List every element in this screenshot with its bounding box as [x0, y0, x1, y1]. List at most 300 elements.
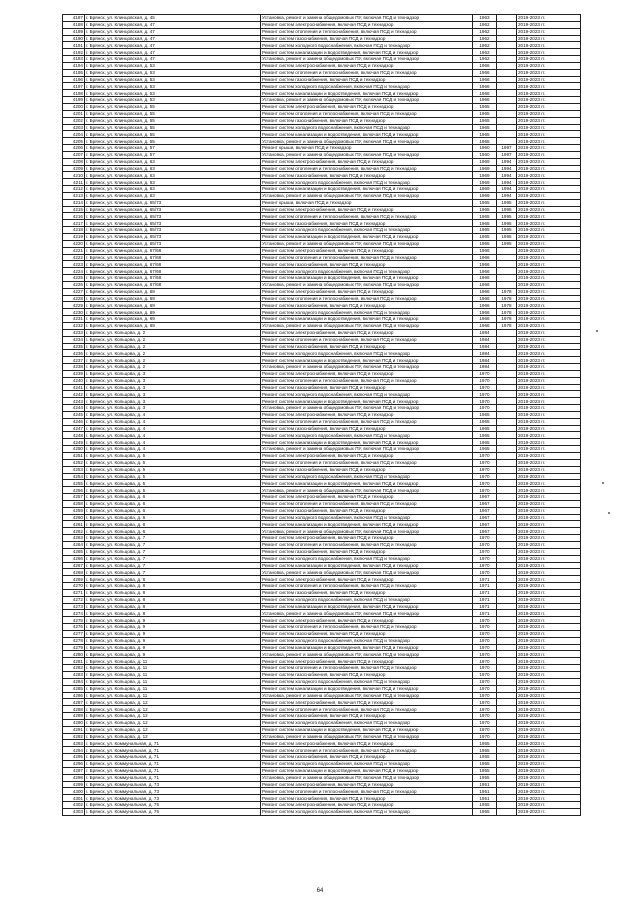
reconstruction-year-cell: 1995 [497, 227, 517, 234]
table-row [63, 405, 581, 412]
table-row [63, 562, 581, 569]
reconstruction-year-cell [497, 103, 517, 110]
address-cell: г. Брянск, ул. Клинцовская, д. 63 [85, 179, 261, 186]
address-cell: г. Брянск, ул. Кольцова, д. 4 [85, 425, 261, 432]
row-number: 4192 [63, 49, 85, 56]
row-number: 4195 [63, 69, 85, 76]
work-type-cell: Ремонт систем канализации и водоотведения, включая ПСД и технадзор [261, 357, 473, 364]
table-row [63, 713, 581, 720]
reconstruction-year-cell [497, 69, 517, 76]
address-cell: г. Брянск, ул. Клинцовская, д. 69 [85, 295, 261, 302]
reconstruction-year-cell [497, 62, 517, 69]
work-type-cell: Ремонт систем холодного водоснабжения, включая ПСД и технадзор [261, 432, 473, 439]
work-type-cell: Ремонт крыши, включая ПСД и технадзор [261, 199, 473, 206]
build-year-cell: 1955 [473, 808, 497, 815]
work-type-cell: Установка, ремонт и замена общедомовых ПУ, включая ПСД и технадзор [261, 240, 473, 247]
table-row [63, 227, 581, 234]
period-cell: 2019-2023 гг. [517, 110, 581, 117]
table-row [63, 275, 581, 282]
address-cell: г. Брянск, ул. Кольцова, д. 6 [85, 528, 261, 535]
table-row [63, 329, 581, 336]
row-number: 4288 [63, 706, 85, 713]
period-cell: 2019-2023 гг. [517, 774, 581, 781]
reconstruction-year-cell [497, 514, 517, 521]
table-row [63, 514, 581, 521]
address-cell: г. Брянск, ул. Кольцова, д. 3 [85, 370, 261, 377]
reconstruction-year-cell [497, 726, 517, 733]
reconstruction-year-cell: 1978 [497, 302, 517, 309]
reconstruction-year-cell [497, 42, 517, 49]
table-row [63, 802, 581, 809]
address-cell: г. Брянск, ул. Клинцовская, д. 69 [85, 288, 261, 295]
address-cell: г. Брянск, ул. Кольцова, д. 4 [85, 411, 261, 418]
period-cell: 2019-2023 гг. [517, 391, 581, 398]
address-cell: г. Брянск, ул. Кольцова, д. 9 [85, 644, 261, 651]
reconstruction-year-cell: 1994 [497, 179, 517, 186]
row-number: 4211 [63, 179, 85, 186]
table-row [63, 336, 581, 343]
address-cell: г. Брянск, ул. Кольцова, д. 9 [85, 630, 261, 637]
build-year-cell: 1970 [473, 377, 497, 384]
reconstruction-year-cell: 1978 [497, 288, 517, 295]
reconstruction-year-cell [497, 117, 517, 124]
work-type-cell: Ремонт систем отопления и теплоснабжения, включая ПСД и технадзор [261, 500, 473, 507]
build-year-cell: 1955 [473, 767, 497, 774]
period-cell: 2019-2023 гг. [517, 767, 581, 774]
build-year-cell: 1965 [473, 411, 497, 418]
row-number: 4293 [63, 740, 85, 747]
table-row [63, 117, 581, 124]
table-row [63, 254, 581, 261]
row-number: 4194 [63, 62, 85, 69]
address-cell: г. Брянск, ул. Клинцовская, д. 47 [85, 49, 261, 56]
period-cell: 2019-2023 гг. [517, 610, 581, 617]
reconstruction-year-cell [497, 576, 517, 583]
period-cell: 2019-2023 гг. [517, 377, 581, 384]
period-cell: 2019-2023 гг. [517, 309, 581, 316]
reconstruction-year-cell [497, 405, 517, 412]
row-number: 4219 [63, 234, 85, 241]
row-number: 4217 [63, 220, 85, 227]
row-number: 4280 [63, 651, 85, 658]
address-cell: г. Брянск, ул. Кольцова, д. 8 [85, 603, 261, 610]
build-year-cell: 1965 [473, 138, 497, 145]
period-cell: 2019-2023 гг. [517, 781, 581, 788]
reconstruction-year-cell [497, 480, 517, 487]
table-row [63, 651, 581, 658]
table-row [63, 583, 581, 590]
work-type-cell: Ремонт систем электроснабжения, включая ПСД и технадзор [261, 802, 473, 809]
document-page [62, 14, 580, 816]
build-year-cell: 1965 [473, 234, 497, 241]
address-cell: г. Брянск, ул. Клинцовская, д. 47 [85, 56, 261, 63]
address-cell: г. Брянск, ул. Клинцовская, д. 63 [85, 192, 261, 199]
period-cell: 2019-2023 гг. [517, 350, 581, 357]
work-type-cell: Установка, ремонт и замена общедомовых ПУ, включая ПСД и технадзор [261, 569, 473, 576]
build-year-cell: 1965 [473, 446, 497, 453]
reconstruction-year-cell: 1994 [497, 158, 517, 165]
address-cell: г. Брянск, ул. Кольцова, д. 11 [85, 678, 261, 685]
table-row [63, 103, 581, 110]
address-cell: г. Брянск, ул. Коммунальная, д. 73 [85, 781, 261, 788]
table-row [63, 624, 581, 631]
reconstruction-year-cell [497, 692, 517, 699]
build-year-cell: 1970 [473, 555, 497, 562]
build-year-cell: 1970 [473, 624, 497, 631]
period-cell: 2019-2023 гг. [517, 583, 581, 590]
build-year-cell: 1970 [473, 706, 497, 713]
work-type-cell: Ремонт систем электроснабжения, включая ПСД и технадзор [261, 617, 473, 624]
row-number: 4218 [63, 227, 85, 234]
work-type-cell: Ремонт систем канализации и водоотведения, включая ПСД и технадзор [261, 439, 473, 446]
scan-speck [608, 512, 610, 514]
reconstruction-year-cell [497, 644, 517, 651]
address-cell: г. Брянск, ул. Кольцова, д. 8 [85, 610, 261, 617]
scan-speck [602, 482, 604, 484]
address-cell: г. Брянск, ул. Кольцова, д. 11 [85, 692, 261, 699]
table-row [63, 261, 581, 268]
reconstruction-year-cell [497, 781, 517, 788]
address-cell: г. Брянск, ул. Клинцовская, д. 63 [85, 165, 261, 172]
reconstruction-year-cell [497, 548, 517, 555]
build-year-cell: 1970 [473, 699, 497, 706]
row-number: 4303 [63, 808, 85, 815]
period-cell: 2019-2023 гг. [517, 316, 581, 323]
address-cell: г. Брянск, ул. Кольцова, д. 9 [85, 624, 261, 631]
table-row [63, 28, 581, 35]
reconstruction-year-cell [497, 733, 517, 740]
work-type-cell: Ремонт систем электроснабжения, включая ПСД и технадзор [261, 329, 473, 336]
period-cell: 2019-2023 гг. [517, 630, 581, 637]
address-cell: г. Брянск, ул. Клинцовская, д. 69 [85, 309, 261, 316]
address-cell: г. Брянск, ул. Кольцова, д. 2 [85, 364, 261, 371]
row-number: 4246 [63, 418, 85, 425]
work-type-cell: Ремонт систем холодного водоснабжения, включая ПСД и технадзор [261, 179, 473, 186]
work-type-cell: Ремонт систем газоснабжения, включая ПСД и технадзор [261, 172, 473, 179]
table-row [63, 350, 581, 357]
period-cell: 2019-2023 гг. [517, 651, 581, 658]
address-cell: г. Брянск, ул. Кольцова, д. 4 [85, 432, 261, 439]
row-number: 4247 [63, 425, 85, 432]
period-cell: 2019-2023 гг. [517, 466, 581, 473]
row-number: 4285 [63, 685, 85, 692]
reconstruction-year-cell [497, 535, 517, 542]
row-number: 4240 [63, 377, 85, 384]
address-cell: г. Брянск, ул. Клинцовская, д. 55 [85, 124, 261, 131]
address-cell: г. Брянск, ул. Коммунальная, д. 73 [85, 795, 261, 802]
work-type-cell: Установка, ремонт и замена общедомовых ПУ, включая ПСД и технадзор [261, 281, 473, 288]
table-row [63, 370, 581, 377]
reconstruction-year-cell [497, 473, 517, 480]
address-cell: г. Брянск, ул. Кольцова, д. 7 [85, 548, 261, 555]
row-number: 4287 [63, 699, 85, 706]
address-cell: г. Брянск, ул. Кольцова, д. 4 [85, 418, 261, 425]
table-row [63, 678, 581, 685]
table-row [63, 110, 581, 117]
table-row [63, 726, 581, 733]
row-number: 4233 [63, 329, 85, 336]
table-row [63, 76, 581, 83]
reconstruction-year-cell [497, 713, 517, 720]
work-type-cell: Ремонт систем холодного водоснабжения, включая ПСД и технадзор [261, 83, 473, 90]
work-type-cell: Ремонт систем газоснабжения, включая ПСД и технадзор [261, 589, 473, 596]
row-number: 4271 [63, 589, 85, 596]
table-row [63, 199, 581, 206]
period-cell: 2019-2023 гг. [517, 240, 581, 247]
reconstruction-year-cell [497, 624, 517, 631]
address-cell: г. Брянск, ул. Кольцова, д. 7 [85, 535, 261, 542]
table-row [63, 692, 581, 699]
table-row [63, 206, 581, 213]
address-cell: г. Брянск, ул. Коммунальная, д. 71 [85, 740, 261, 747]
period-cell: 2019-2023 гг. [517, 405, 581, 412]
table-row [63, 500, 581, 507]
period-cell: 2019-2023 гг. [517, 425, 581, 432]
address-cell: г. Брянск, ул. Кольцова, д. 7 [85, 569, 261, 576]
table-row [63, 49, 581, 56]
reconstruction-year-cell [497, 453, 517, 460]
address-cell: г. Брянск, ул. Кольцова, д. 3 [85, 398, 261, 405]
reconstruction-year-cell [497, 706, 517, 713]
reconstruction-year-cell [497, 562, 517, 569]
table-row [63, 658, 581, 665]
row-number: 4238 [63, 364, 85, 371]
table-row [63, 617, 581, 624]
row-number: 4279 [63, 644, 85, 651]
work-type-cell: Ремонт систем газоснабжения, включая ПСД и технадзор [261, 507, 473, 514]
work-type-cell: Ремонт систем холодного водоснабжения, включая ПСД и технадзор [261, 808, 473, 815]
build-year-cell: 1970 [473, 453, 497, 460]
address-cell: г. Брянск, ул. Кольцова, д. 3 [85, 405, 261, 412]
table-row [63, 439, 581, 446]
build-year-cell: 1966 [473, 275, 497, 282]
reconstruction-year-cell [497, 357, 517, 364]
reconstruction-year-cell [497, 97, 517, 104]
work-type-cell: Ремонт систем канализации и водоотведения, включая ПСД и технадзор [261, 131, 473, 138]
reconstruction-year-cell [497, 268, 517, 275]
period-cell: 2019-2023 гг. [517, 172, 581, 179]
table-row [63, 480, 581, 487]
build-year-cell: 1969 [473, 186, 497, 193]
period-cell: 2019-2023 гг. [517, 103, 581, 110]
table-row [63, 548, 581, 555]
work-type-cell: Ремонт систем отопления и теплоснабжения, включая ПСД и технадзор [261, 295, 473, 302]
row-number: 4236 [63, 350, 85, 357]
row-number: 4273 [63, 603, 85, 610]
build-year-cell: 1970 [473, 548, 497, 555]
table-row [63, 747, 581, 754]
period-cell: 2019-2023 гг. [517, 322, 581, 329]
period-cell: 2019-2023 гг. [517, 487, 581, 494]
address-cell: г. Брянск, ул. Клинцовская, д. 55 [85, 138, 261, 145]
reconstruction-year-cell [497, 767, 517, 774]
build-year-cell: 1970 [473, 685, 497, 692]
work-type-cell: Ремонт систем холодного водоснабжения, включая ПСД и технадзор [261, 268, 473, 275]
row-number: 4189 [63, 28, 85, 35]
table-row [63, 767, 581, 774]
reconstruction-year-cell: 1995 [497, 234, 517, 241]
build-year-cell: 1971 [473, 583, 497, 590]
table-row [63, 418, 581, 425]
build-year-cell: 1969 [473, 179, 497, 186]
period-cell: 2019-2023 гг. [517, 562, 581, 569]
work-type-cell: Ремонт систем газоснабжения, включая ПСД и технадзор [261, 117, 473, 124]
row-number: 4203 [63, 124, 85, 131]
reconstruction-year-cell [497, 685, 517, 692]
reconstruction-year-cell [497, 528, 517, 535]
row-number: 4213 [63, 192, 85, 199]
table-row [63, 357, 581, 364]
period-cell: 2019-2023 гг. [517, 637, 581, 644]
build-year-cell: 1965 [473, 117, 497, 124]
table-row [63, 596, 581, 603]
build-year-cell: 1955 [473, 747, 497, 754]
row-number: 4212 [63, 186, 85, 193]
address-cell: г. Брянск, ул. Кольцова, д. 6 [85, 514, 261, 521]
row-number: 4202 [63, 117, 85, 124]
build-year-cell: 1970 [473, 692, 497, 699]
work-type-cell: Установка, ремонт и замена общедомовых ПУ, включая ПСД и технадзор [261, 610, 473, 617]
reconstruction-year-cell: 1994 [497, 192, 517, 199]
row-number: 4259 [63, 507, 85, 514]
row-number: 4299 [63, 781, 85, 788]
table-row [63, 343, 581, 350]
row-number: 4228 [63, 295, 85, 302]
work-type-cell: Ремонт систем холодного водоснабжения, включая ПСД и технадзор [261, 760, 473, 767]
row-number: 4225 [63, 275, 85, 282]
period-cell: 2019-2023 гг. [517, 528, 581, 535]
reconstruction-year-cell [497, 418, 517, 425]
reconstruction-year-cell [497, 555, 517, 562]
row-number: 4204 [63, 131, 85, 138]
build-year-cell: 1967 [473, 500, 497, 507]
reconstruction-year-cell [497, 247, 517, 254]
table-row [63, 795, 581, 802]
reconstruction-year-cell [497, 747, 517, 754]
address-cell: г. Брянск, ул. Клинцовская, д. 65/73 [85, 213, 261, 220]
work-type-cell: Ремонт систем электроснабжения, включая ПСД и технадзор [261, 158, 473, 165]
work-type-cell: Ремонт систем канализации и водоотведения, включая ПСД и технадзор [261, 316, 473, 323]
address-cell: г. Брянск, ул. Клинцовская, д. 47 [85, 35, 261, 42]
build-year-cell: 1966 [473, 247, 497, 254]
table-row [63, 151, 581, 158]
period-cell: 2019-2023 гг. [517, 21, 581, 28]
period-cell: 2019-2023 гг. [517, 186, 581, 193]
reconstruction-year-cell [497, 617, 517, 624]
period-cell: 2019-2023 гг. [517, 446, 581, 453]
reconstruction-year-cell [497, 459, 517, 466]
address-cell: г. Брянск, ул. Кольцова, д. 7 [85, 555, 261, 562]
period-cell: 2019-2023 гг. [517, 370, 581, 377]
work-type-cell: Установка, ремонт и замена общедомовых ПУ, включая ПСД и технадзор [261, 487, 473, 494]
work-type-cell: Ремонт систем электроснабжения, включая ПСД и технадзор [261, 206, 473, 213]
table-row [63, 309, 581, 316]
work-type-cell: Ремонт систем газоснабжения, включая ПСД и технадзор [261, 76, 473, 83]
period-cell: 2019-2023 гг. [517, 28, 581, 35]
address-cell: г. Брянск, ул. Клинцовская, д. 47 [85, 42, 261, 49]
row-number: 4205 [63, 138, 85, 145]
address-cell: г. Брянск, ул. Кольцова, д. 8 [85, 576, 261, 583]
row-number: 4215 [63, 206, 85, 213]
build-year-cell: 1970 [473, 651, 497, 658]
work-type-cell: Ремонт систем отопления и теплоснабжения, включая ПСД и технадзор [261, 541, 473, 548]
table-row [63, 446, 581, 453]
row-number: 4292 [63, 733, 85, 740]
build-year-cell: 1984 [473, 329, 497, 336]
reconstruction-year-cell [497, 131, 517, 138]
address-cell: г. Брянск, ул. Коммунальная, д. 71 [85, 747, 261, 754]
build-year-cell: 1984 [473, 336, 497, 343]
work-type-cell: Установка, ремонт и замена общедомовых ПУ, включая ПСД и технадзор [261, 528, 473, 535]
row-number: 4206 [63, 145, 85, 152]
build-year-cell: 1970 [473, 637, 497, 644]
build-year-cell: 1955 [473, 760, 497, 767]
row-number: 4252 [63, 459, 85, 466]
row-number: 4231 [63, 316, 85, 323]
table-row [63, 808, 581, 815]
address-cell: г. Брянск, ул. Кольцова, д. 11 [85, 672, 261, 679]
build-year-cell: 1966 [473, 288, 497, 295]
reconstruction-year-cell [497, 678, 517, 685]
period-cell: 2019-2023 гг. [517, 76, 581, 83]
row-number: 4267 [63, 562, 85, 569]
build-year-cell: 1984 [473, 350, 497, 357]
reconstruction-year-cell [497, 740, 517, 747]
work-type-cell: Ремонт систем газоснабжения, включая ПСД и технадзор [261, 261, 473, 268]
reconstruction-year-cell [497, 56, 517, 63]
row-number: 4282 [63, 665, 85, 672]
build-year-cell: 1962 [473, 56, 497, 63]
build-year-cell: 1969 [473, 165, 497, 172]
work-type-cell: Ремонт систем холодного водоснабжения, включая ПСД и технадзор [261, 309, 473, 316]
row-number: 4209 [63, 165, 85, 172]
address-cell: г. Брянск, ул. Кольцова, д. 11 [85, 685, 261, 692]
work-type-cell: Ремонт систем канализации и водоотведения, включая ПСД и технадзор [261, 234, 473, 241]
work-type-cell: Ремонт систем холодного водоснабжения, включая ПСД и технадзор [261, 124, 473, 131]
build-year-cell: 1970 [473, 678, 497, 685]
period-cell: 2019-2023 гг. [517, 151, 581, 158]
build-year-cell: 1969 [473, 192, 497, 199]
work-type-cell: Ремонт систем холодного водоснабжения, включая ПСД и технадзор [261, 42, 473, 49]
period-cell: 2019-2023 гг. [517, 685, 581, 692]
table-row [63, 453, 581, 460]
row-number: 4275 [63, 617, 85, 624]
period-cell: 2019-2023 гг. [517, 261, 581, 268]
period-cell: 2019-2023 гг. [517, 83, 581, 90]
row-number: 4250 [63, 446, 85, 453]
build-year-cell: 1970 [473, 398, 497, 405]
period-cell: 2019-2023 гг. [517, 548, 581, 555]
row-number: 4187 [63, 15, 85, 22]
address-cell: г. Брянск, ул. Кольцова, д. 4 [85, 446, 261, 453]
period-cell: 2019-2023 гг. [517, 678, 581, 685]
build-year-cell: 1970 [473, 726, 497, 733]
period-cell: 2019-2023 гг. [517, 329, 581, 336]
work-type-cell: Ремонт систем электроснабжения, включая ПСД и технадзор [261, 62, 473, 69]
build-year-cell: 1955 [473, 754, 497, 761]
build-year-cell: 1965 [473, 110, 497, 117]
table-row [63, 637, 581, 644]
reconstruction-year-cell [497, 494, 517, 501]
work-type-cell: Ремонт систем электроснабжения, включая ПСД и технадзор [261, 370, 473, 377]
build-year-cell: 1963 [473, 15, 497, 22]
address-cell: г. Брянск, ул. Кольцова, д. 6 [85, 494, 261, 501]
address-cell: г. Брянск, ул. Коммунальная, д. 71 [85, 760, 261, 767]
period-cell: 2019-2023 гг. [517, 165, 581, 172]
period-cell: 2019-2023 гг. [517, 206, 581, 213]
row-number: 4234 [63, 336, 85, 343]
build-year-cell: 1967 [473, 507, 497, 514]
